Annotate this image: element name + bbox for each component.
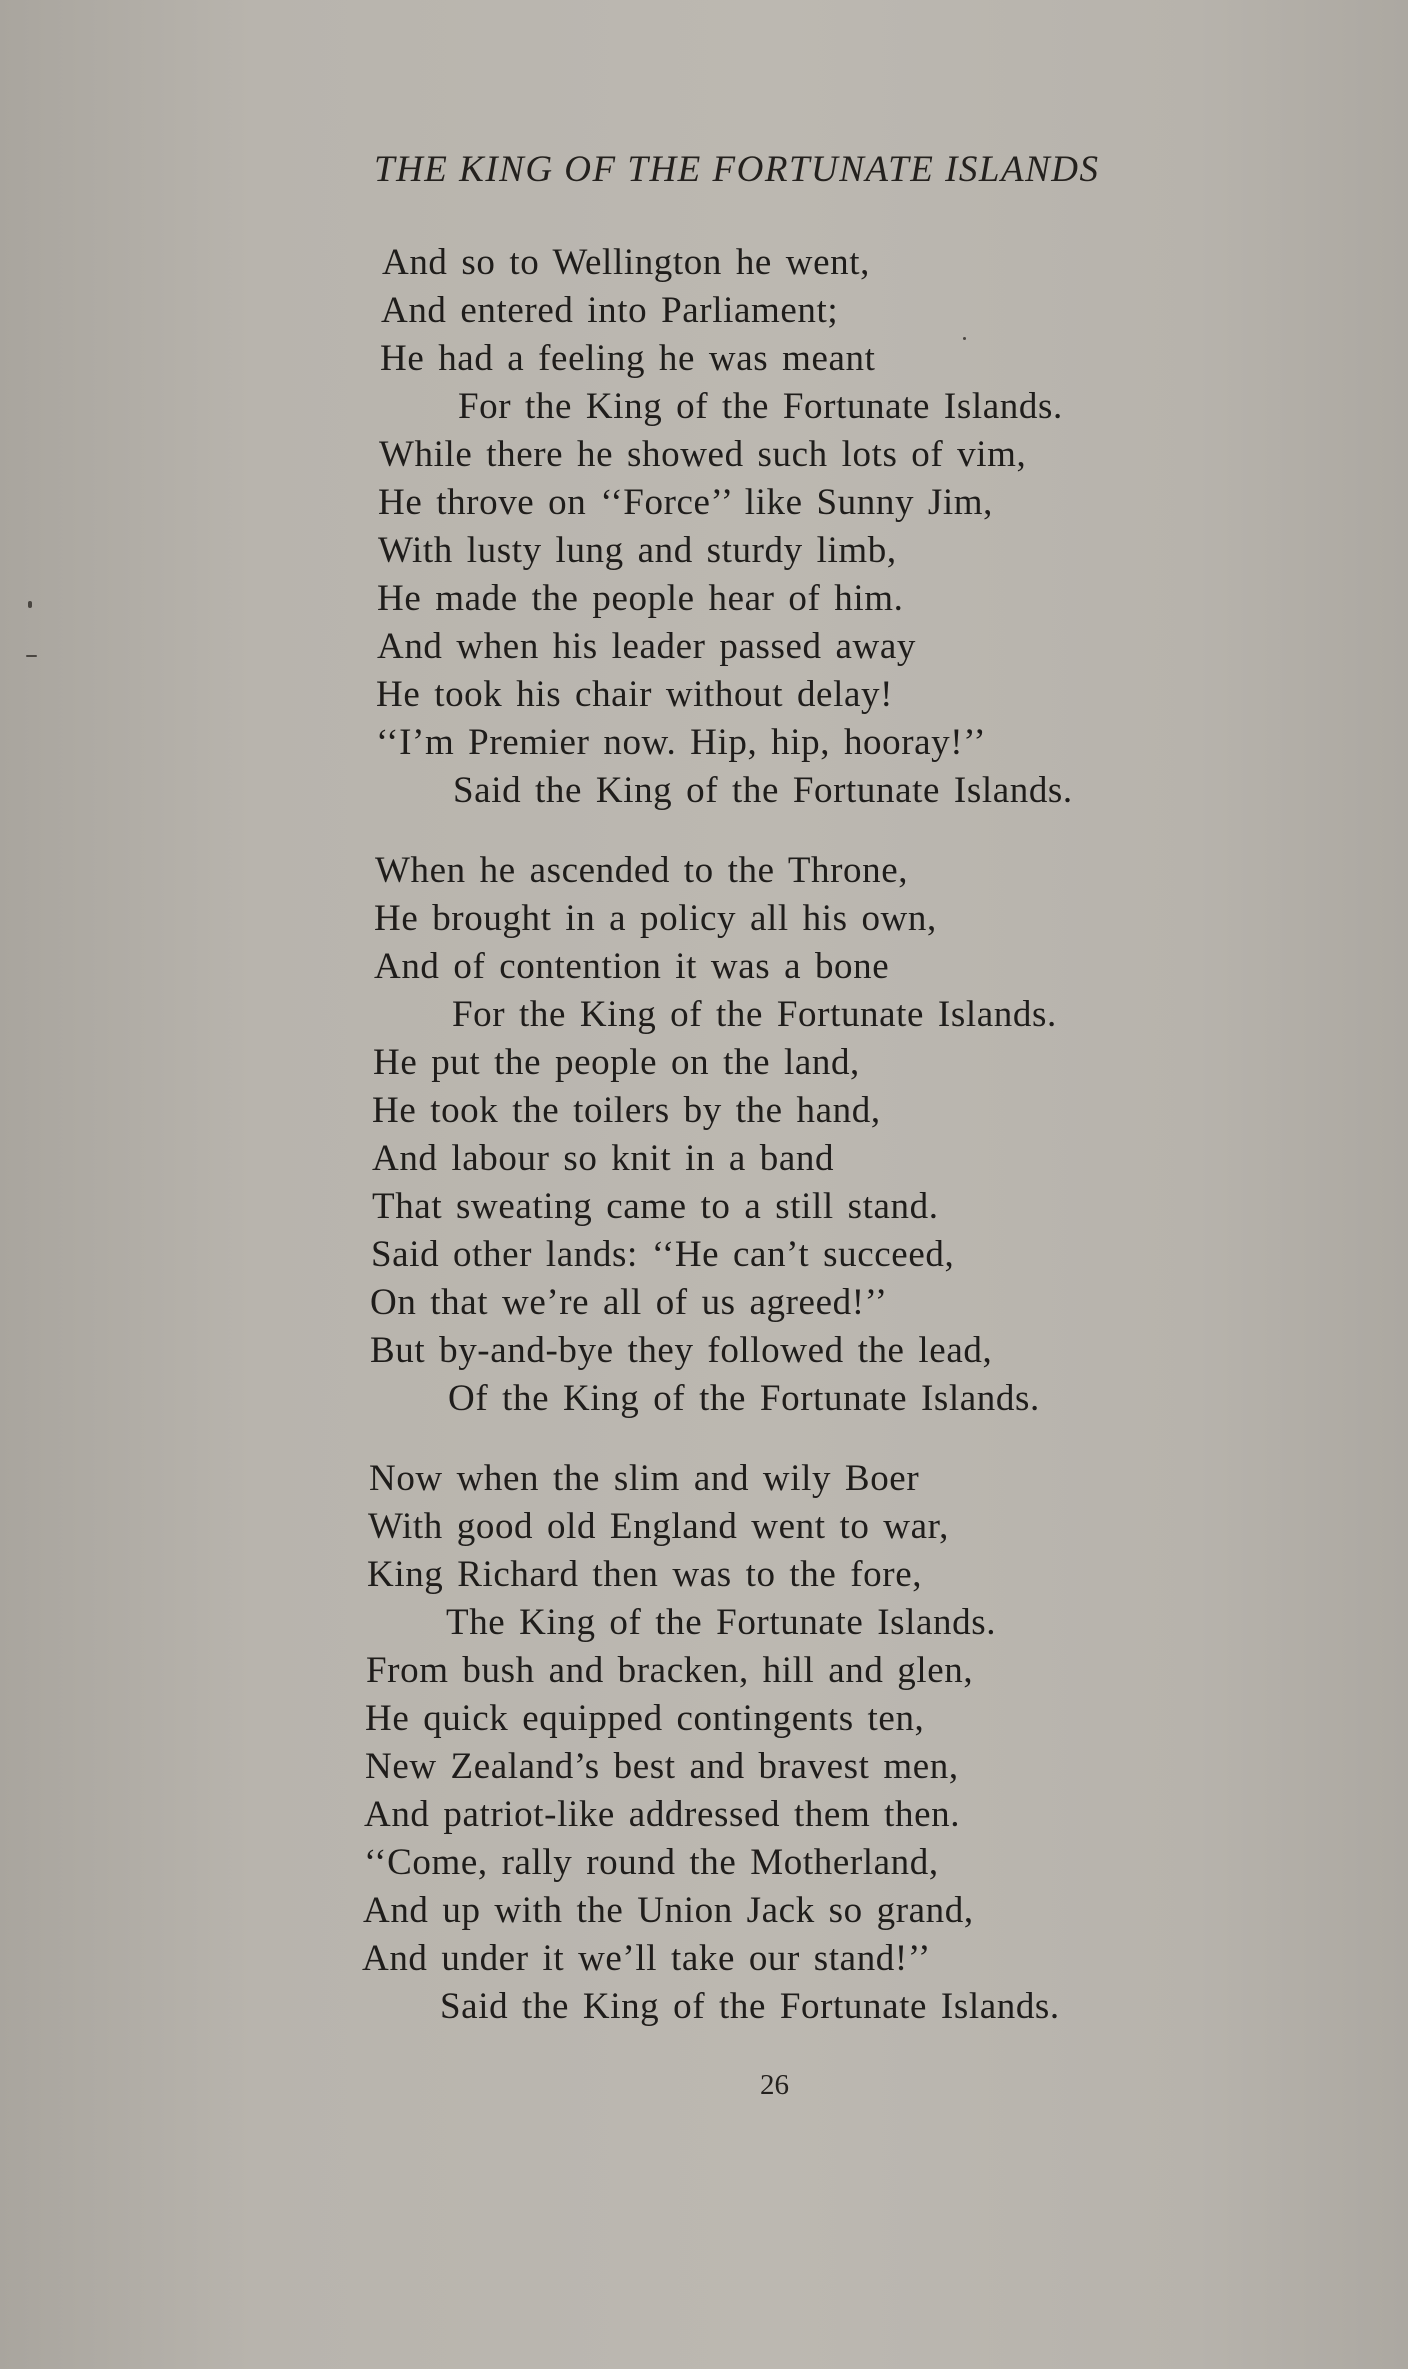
poem-refrain-line: Said the King of the Fortunate Islands. [453,770,1073,811]
poem-line: With good old England went to war, [368,1506,949,1547]
poem-line: And so to Wellington he went, [382,242,870,283]
poem-line: And under it we’ll take our stand!’’ [362,1938,931,1979]
poem-line: And when his leader passed away [377,626,916,667]
poem-line: Now when the slim and wily Boer [369,1458,920,1499]
poem-line: And up with the Union Jack so grand, [363,1890,974,1931]
poem-line: He made the people hear of him. [377,578,904,619]
poem-line: With lusty lung and sturdy limb, [378,530,897,571]
poem-line: But by-and-bye they followed the lead, [370,1330,993,1371]
poem-line: He throve on ‘‘Force’’ like Sunny Jim, [378,482,994,523]
poem-line: Said other lands: ‘‘He can’t succeed, [371,1234,955,1275]
margin-speck [26,655,37,657]
poem-line: ‘‘I’m Premier now. Hip, hip, hooray!’’ [376,722,987,763]
poem-line: While there he showed such lots of vim, [379,434,1027,475]
page-number: 26 [760,2069,789,2101]
running-head: THE KING OF THE FORTUNATE ISLANDS [374,149,1100,190]
poem-line: ‘‘Come, rally round the Motherland, [364,1842,939,1883]
poem-line: And entered into Parliament; [381,290,839,331]
poem-line: He took the toilers by the hand, [372,1090,881,1131]
poem-line: He put the people on the land, [373,1042,860,1083]
poem-line: And patriot-like addressed them then. [364,1794,961,1835]
poem-line: That sweating came to a still stand. [372,1186,939,1227]
poem-line: He quick equipped contingents ten, [365,1698,925,1739]
poem-line: When he ascended to the Throne, [375,850,909,891]
poem-refrain-line: Of the King of the Fortunate Islands. [448,1378,1040,1419]
poem-line: King Richard then was to the fore, [367,1554,923,1595]
poem-line: On that we’re all of us agreed!’’ [370,1282,888,1323]
poem-refrain-line: Said the King of the Fortunate Islands. [440,1986,1060,2027]
poem-line: And of contention it was a bone [374,946,890,987]
poem-line: From bush and bracken, hill and glen, [366,1650,974,1691]
poem-line: He had a feeling he was meant [380,338,876,379]
margin-speck [28,601,32,608]
poem-refrain-line: The King of the Fortunate Islands. [446,1602,997,1643]
poem-line: And labour so knit in a band [372,1138,835,1179]
poem-refrain-line: For the King of the Fortunate Islands. [452,994,1057,1035]
poem-line: He brought in a policy all his own, [374,898,937,939]
poem-line: New Zealand’s best and bravest men, [365,1746,959,1787]
poem-line: He took his chair without delay! [376,674,894,715]
poem-refrain-line: For the King of the Fortunate Islands. [458,386,1063,427]
page-speck [963,337,966,340]
